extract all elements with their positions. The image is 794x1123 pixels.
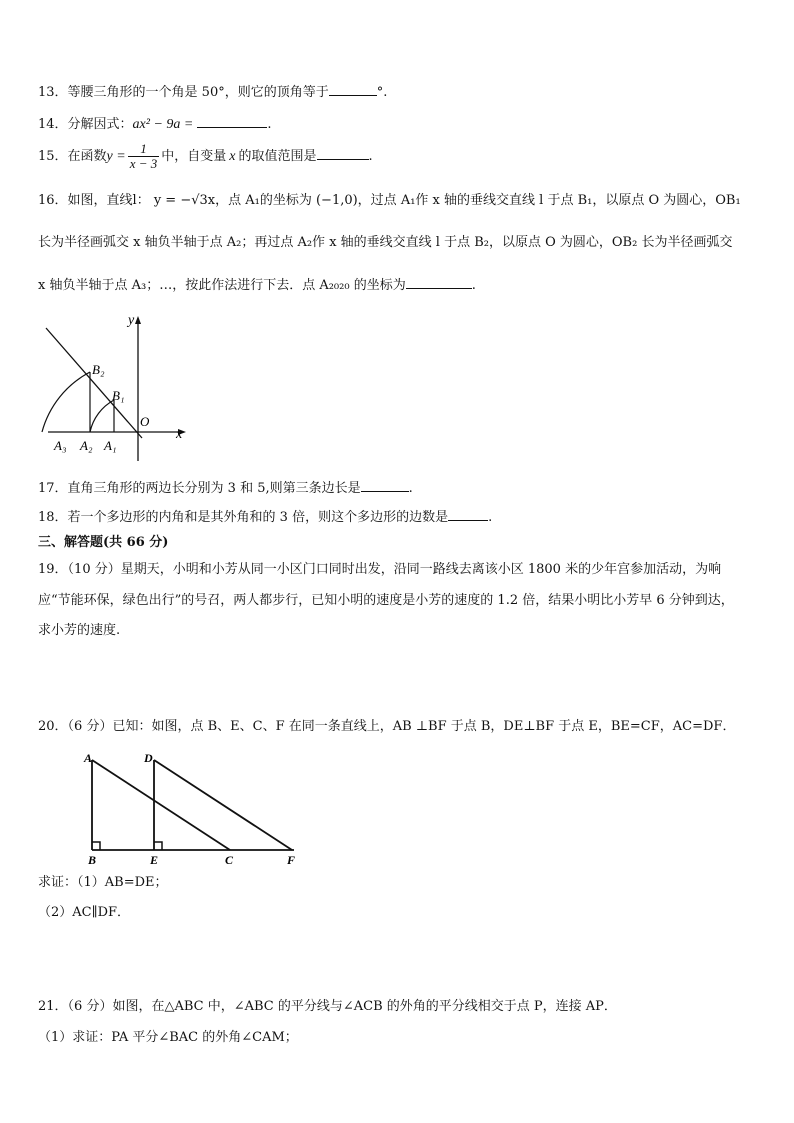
q16-answer-blank[interactable]	[406, 276, 472, 289]
q15-mid: 中，自变量	[161, 149, 227, 164]
question-15	[38, 142, 373, 172]
segment-ac	[92, 760, 230, 850]
question-16-line-3	[38, 276, 476, 295]
question-19-line-1: 19．（10 分）星期天，小明和小芳从同一小区门口同时出发，沿同一路线去离该小区 1800 米的少年宫参加活动，为响	[38, 562, 722, 577]
label-o: O	[140, 414, 150, 429]
question-18	[38, 508, 492, 527]
label-e: E	[150, 853, 159, 867]
right-angle-e	[154, 842, 162, 850]
q15-fraction	[128, 142, 160, 171]
q14-answer-blank[interactable]	[197, 115, 267, 128]
q15-var: x	[229, 149, 236, 164]
label-b1: B₁	[112, 388, 125, 403]
q18-text: 18．若一个多边形的内角和是其外角和的 3 倍，则这个多边形的边数是	[38, 510, 449, 525]
label-f: F	[287, 853, 296, 867]
q15-lhs: y =	[106, 149, 126, 164]
label-b2: B₂	[92, 362, 105, 377]
question-17	[38, 479, 413, 498]
q15-numerator: 1	[128, 142, 160, 157]
label-c: C	[225, 853, 234, 867]
y-axis-arrow	[135, 316, 141, 324]
question-21-line-2: （1）求证：PA 平分∠BAC 的外角∠CAM；	[38, 1030, 298, 1045]
q13-text: 13．等腰三角形的一个角是 50°，则它的顶角等于	[38, 85, 329, 100]
q15-denominator: x − 3	[129, 156, 158, 171]
label-b: B	[88, 853, 97, 867]
question-13	[38, 83, 387, 102]
label-a3: A₃	[54, 438, 67, 453]
q17-end: .	[408, 481, 413, 496]
segment-df	[154, 760, 292, 850]
section-3-heading: 三、解答题(共 66 分)	[38, 535, 169, 550]
label-d: D	[144, 751, 153, 765]
q15-text: 15．在函数	[38, 149, 107, 164]
label-a1: A₁	[104, 438, 117, 453]
q15-tail: 的取值范围是	[238, 149, 317, 164]
right-angle-b	[92, 842, 100, 850]
question-20-line-1: 20．（6 分）已知：如图，点 B、E、C、F 在同一条直线上，AB ⊥BF 于点 B，DE⊥BF 于点 E，BE=CF，AC=DF．	[38, 719, 736, 734]
question-20-proof-2: （2）AC∥DF．	[38, 905, 131, 920]
figure-16	[38, 308, 198, 468]
q15-end: .	[368, 149, 373, 164]
q13-end: °.	[376, 85, 388, 100]
q15-answer-blank[interactable]	[317, 147, 369, 160]
label-a: A	[84, 751, 93, 765]
q14-end: .	[267, 117, 272, 132]
q18-end: .	[488, 510, 493, 525]
question-19-line-3: 求小芳的速度.	[38, 623, 121, 638]
label-y: y	[128, 313, 135, 328]
question-19-line-2: 应“节能环保，绿色出行”的号召，两人都步行，已知小明的速度是小芳的速度的 1.2 倍，结果小明比小芳早 6 分钟到达，	[38, 593, 734, 608]
q18-answer-blank[interactable]	[448, 508, 488, 521]
q16-end: .	[471, 278, 476, 293]
arc-b2-a3	[42, 372, 90, 432]
question-16-line-1: 16．如图，直线l： y = −√3x，点 A₁的坐标为 (−1,0)，过点 A₁作 x 轴的垂线交直线 l 于点 B₁，以原点 O 为圆心，OB₁	[38, 193, 741, 208]
label-a2: A₂	[80, 438, 93, 453]
q17-answer-blank[interactable]	[361, 479, 409, 492]
question-14	[38, 115, 272, 134]
figure-20	[80, 748, 310, 872]
label-x: x	[176, 427, 183, 442]
arc-b1-a2	[90, 400, 114, 432]
question-16-line-2: 长为半径画弧交 x 轴负半轴于点 A₂；再过点 A₂作 x 轴的垂线交直线 l 于点 B₂，以原点 O 为圆心，OB₂ 长为半径画弧交	[38, 235, 733, 250]
q16-line-3-text: x 轴负半轴于点 A₃；…，按此作法进行下去．点 A₂₀₂₀ 的坐标为	[38, 278, 406, 293]
q14-expression: ax² − 9a =	[132, 117, 194, 132]
question-21-line-1: 21．（6 分）如图，在△ABC 中，∠ABC 的平分线与∠ACB 的外角的平分线相交于点 P，连接 AP．	[38, 999, 617, 1014]
q14-text: 14．分解因式：	[38, 117, 133, 132]
question-20-proof-1: 求证：（1）AB=DE；	[38, 875, 168, 890]
q17-text: 17．直角三角形的两边长分别为 3 和 5,则第三条边长是	[38, 481, 361, 496]
q13-answer-blank[interactable]	[329, 83, 377, 96]
